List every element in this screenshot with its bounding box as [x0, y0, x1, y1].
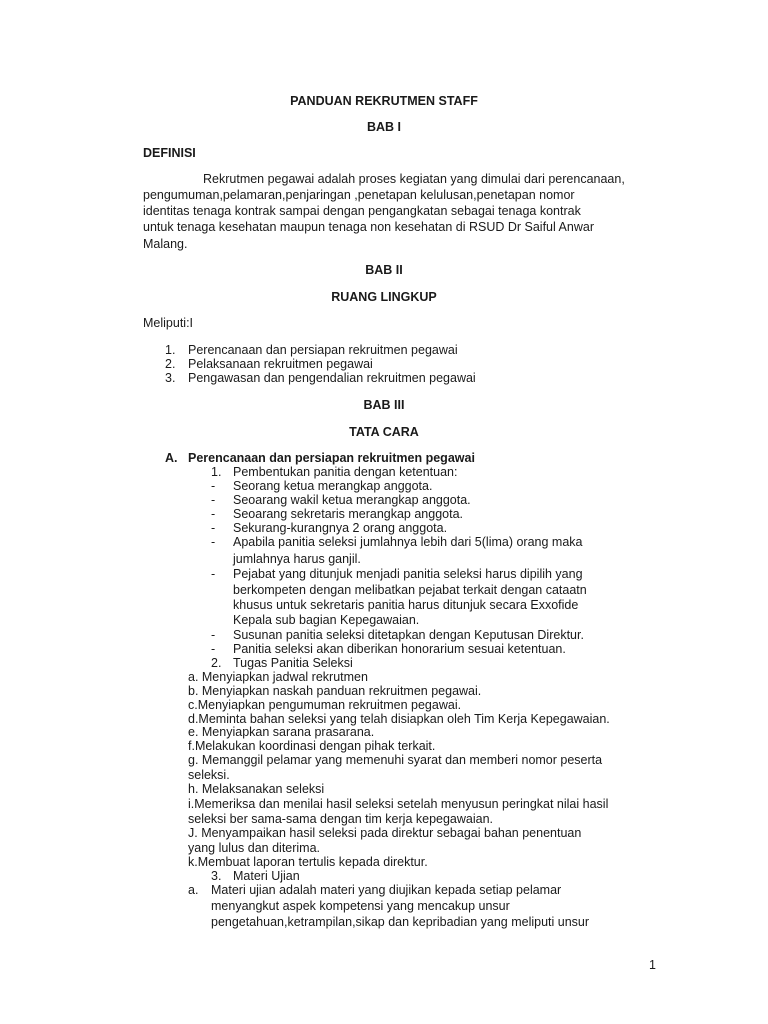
item-1-text: Pembentukan panitia dengan ketentuan:	[233, 465, 458, 479]
task-line: i.Memeriksa dan menilai hasil seleksi setelah menyusun peringkat nilai hasil	[188, 797, 609, 811]
dash-item-continued: khusus untuk sekretaris panitia harus ditunjuk secara Exxofide	[233, 598, 579, 612]
item-3-text: Materi Ujian	[233, 869, 300, 883]
list-item: Pelaksanaan rekruitmen pegawai	[188, 357, 373, 371]
definition-line: untuk tenaga kesehatan maupun tenaga non kesehatan di RSUD Dr Saiful Anwar	[143, 220, 594, 234]
task-line: a. Menyiapkan jadwal rekrutmen	[188, 670, 368, 684]
task-line: yang lulus dan diterima.	[188, 841, 321, 855]
item-1-number: 1.	[211, 465, 222, 479]
document-title: PANDUAN REKRUTMEN STAFF	[290, 94, 478, 108]
task-line: h. Melaksanakan seleksi	[188, 782, 325, 796]
definition-heading: DEFINISI	[143, 146, 196, 160]
dash-item: Susunan panitia seleksi ditetapkan dengan Keputusan Direktur.	[233, 628, 584, 642]
material-a-letter: a.	[188, 883, 199, 897]
item-2-number: 2.	[211, 656, 222, 670]
dash-item: Apabila panitia seleksi jumlahnya lebih dari 5(lima) orang maka	[233, 535, 583, 549]
item-3-number: 3.	[211, 869, 222, 883]
material-a-line: pengetahuan,ketrampilan,sikap dan kepribadian yang meliputi unsur	[211, 915, 590, 929]
list-item: Perencanaan dan persiapan rekruitmen pegawai	[188, 343, 458, 357]
definition-line: Malang.	[143, 237, 188, 251]
definition-line: identitas tenaga kontrak sampai dengan pengangkatan sebagai tenaga kontrak	[143, 204, 581, 218]
material-a-line: menyangkut aspek kompetensi yang mencakup unsur	[211, 899, 510, 913]
dash-item: Panitia seleksi akan diberikan honorarium sesuai ketentuan.	[233, 642, 566, 656]
list-item-number: 2.	[165, 357, 176, 371]
dash-item-continued: berkompeten dengan melibatkan pejabat terkait dengan cataatn	[233, 583, 587, 597]
task-line: e. Menyiapkan sarana prasarana.	[188, 725, 375, 739]
dash-bullet: -	[211, 642, 216, 656]
section-a-letter: A.	[165, 451, 178, 465]
task-line: b. Menyiapkan naskah panduan rekruitmen pegawai.	[188, 684, 482, 698]
task-line: g. Memanggil pelamar yang memenuhi syarat dan memberi nomor peserta	[188, 753, 603, 767]
task-line: f.Melakukan koordinasi dengan pihak terkait.	[188, 739, 436, 753]
list-item-number: 1.	[165, 343, 176, 357]
dash-bullet: -	[211, 507, 216, 521]
dash-bullet: -	[211, 535, 216, 549]
definition-line: pengumuman,pelamaran,penjaringan ,penetapan kelulusan,penetapan nomor	[143, 188, 575, 202]
task-line: d.Meminta bahan seleksi yang telah disiapkan oleh Tim Kerja Kepegawaian.	[188, 712, 610, 726]
task-line: c.Menyiapkan pengumuman rekruitmen pegawai.	[188, 698, 462, 712]
scope-intro: Meliputi:I	[143, 316, 194, 330]
chapter-1-heading: BAB I	[366, 120, 402, 134]
dash-bullet: -	[211, 479, 216, 493]
dash-item: Pejabat yang ditunjuk menjadi panitia seleksi harus dipilih yang	[233, 567, 583, 581]
dash-item: Seoarang wakil ketua merangkap anggota.	[233, 493, 471, 507]
dash-item: Seorang ketua merangkap anggota.	[233, 479, 433, 493]
item-2-text: Tugas Panitia Seleksi	[233, 656, 353, 670]
list-item-number: 3.	[165, 371, 176, 385]
task-line: k.Membuat laporan tertulis kepada direktur.	[188, 855, 428, 869]
dash-item-continued: jumlahnya harus ganjil.	[233, 552, 361, 566]
task-line: seleksi ber sama-sama dengan tim kerja kepegawaian.	[188, 812, 494, 826]
section-a-title: Perencanaan dan persiapan rekruitmen pegawai	[188, 451, 475, 465]
chapter-2-heading: BAB II	[365, 263, 403, 277]
dash-item-continued: Kepala sub bagian Kepegawaian.	[233, 613, 420, 627]
dash-item: Sekurang-kurangnya 2 orang anggota.	[233, 521, 448, 535]
definition-line: Rekrutmen pegawai adalah proses kegiatan yang dimulai dari perencanaan,	[203, 172, 625, 186]
procedure-heading: TATA CARA	[349, 425, 419, 439]
task-line: J. Menyampaikan hasil seleksi pada direktur sebagai bahan penentuan	[188, 826, 582, 840]
dash-bullet: -	[211, 521, 216, 535]
dash-bullet: -	[211, 628, 216, 642]
chapter-3-heading: BAB III	[363, 398, 405, 412]
list-item: Pengawasan dan pengendalian rekruitmen pegawai	[188, 371, 476, 385]
page-number: 1	[649, 958, 656, 972]
dash-item: Seoarang sekretaris merangkap anggota.	[233, 507, 464, 521]
material-a-line: Materi ujian adalah materi yang diujikan kepada setiap pelamar	[211, 883, 562, 897]
task-line: seleksi.	[188, 768, 230, 782]
scope-heading: RUANG LINGKUP	[331, 290, 437, 304]
dash-bullet: -	[211, 493, 216, 507]
dash-bullet: -	[211, 567, 216, 581]
